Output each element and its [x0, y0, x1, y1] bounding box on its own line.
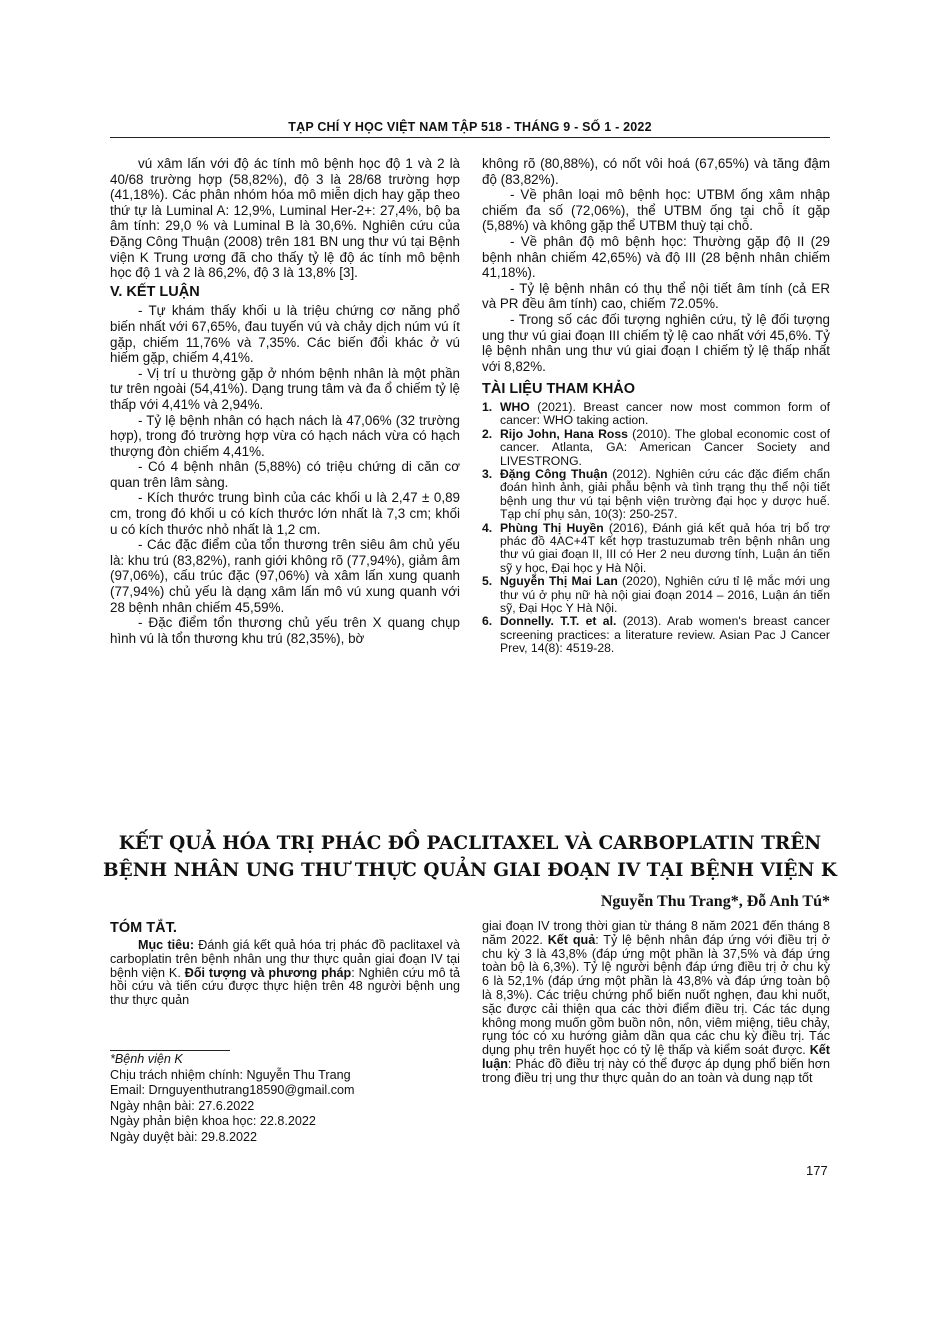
journal-header: TẠP CHÍ Y HỌC VIỆT NAM TẬP 518 - THÁNG 9 - SỐ 1 - 2022	[288, 120, 652, 134]
abstract-label: Kết luận	[482, 1043, 830, 1071]
reference-number: 6.	[482, 614, 493, 629]
abstract-text: : Phác đồ điều trị này có thể được áp dụng phổ biến hơn trong điều trị ung thư thực quản do an toàn và dung nạp tốt	[482, 1056, 830, 1085]
reference-item	[482, 401, 830, 428]
abstract-label: Đối tượng và phương pháp	[184, 965, 352, 980]
conclusion-paragraph: - Tỷ lệ bệnh nhân có hạch nách là 47,06% (32 trường hợp), trong đó trường hợp vừa có hạch nách vừa có hạch thượng đòn chiếm 4,41%.	[110, 412, 460, 459]
reference-item	[482, 468, 830, 522]
conclusion-paragraph: - Trong số các đối tượng nghiên cứu, tỷ lệ đối tượng ung thư vú giai đoạn III chiếm tỷ lệ cao nhất với 45,6%. Tỷ lệ bệnh nhân ung thư vú giai đoạn I chiếm tỷ lệ thấp nhất với 8,82%.	[482, 311, 830, 374]
reference-author: WHO	[500, 399, 530, 414]
article-title-line-2: BỆNH NHÂN UNG THƯ THỰC QUẢN GIAI ĐOẠN IV TẠI BỆNH VIỆN K	[103, 860, 837, 881]
right-column	[482, 156, 830, 656]
article-title-line-1: KẾT QUẢ HÓA TRỊ PHÁC ĐỒ PACLITAXEL VÀ CARBOPLATIN TRÊN	[118, 833, 822, 854]
reference-item	[482, 575, 830, 615]
reference-number: 5.	[482, 574, 493, 589]
header-rule	[110, 137, 830, 138]
abstract-text: : Nghiên cứu mô tả hồi cứu và tiến cứu được thực hiện trên 48 người bệnh ung thư thực quản	[110, 965, 460, 1008]
reference-author: Phùng Thị Huyền	[500, 520, 604, 535]
conclusion-paragraph: - Đặc điểm tổn thương chủ yếu trên X quang chụp hình vú là tổn thương khu trú (82,35%), bờ	[110, 615, 460, 646]
footnote-line: Email: Drnguyenthutrang18590@gmail.com	[110, 1083, 355, 1098]
reference-author: Rijo John, Hana Ross	[500, 426, 628, 441]
abstract-label: Kết quả	[547, 932, 596, 947]
reference-text: (2021). Breast cancer now most common form of cancer: WHO taking action.	[500, 399, 830, 428]
reference-text: (2013). Arab women's breast cancer screening practices: a literature review. Asian Pac J Cancer Prev, 14(8): 4519-28.	[500, 614, 830, 656]
reference-number: 1.	[482, 399, 493, 414]
reference-item	[482, 428, 830, 468]
conclusion-paragraph: - Tự khám thấy khối u là triệu chứng cơ năng phổ biến nhất với 67,65%, đau tuyến vú và chảy dịch núm vú ít gặp, chiếm 11,76% và 7,35%. Các biến đổi khác ở vú hiếm gặp, chiếm 4,41%.	[110, 303, 460, 366]
conclusion-paragraph: - Về phân loại mô bệnh học: UTBM ống xâm nhập chiếm đa số (72,06%), thể UTBM ống tại chỗ ít gặp (5,88%) và không gặp thể UTBM thuỳ tại chỗ.	[482, 187, 830, 234]
reference-text: (2010). The global economic cost of cancer. Atlanta, GA: American Cancer Society and LIVESTRONG.	[500, 426, 831, 468]
right-intro-paragraph: không rõ (80,88%), có nốt vôi hoá (67,65%) và tăng đậm độ (83,82%).	[482, 156, 830, 187]
abstract-left	[110, 920, 460, 1008]
reference-author: Nguyễn Thị Mai Lan	[500, 574, 618, 589]
footnote-line: Ngày phản biện khoa học: 22.8.2022	[110, 1114, 316, 1129]
reference-item	[482, 615, 830, 655]
abstract-left-text	[110, 939, 460, 1008]
left-intro-paragraph: vú xâm lấn với độ ác tính mô bệnh học độ 1 và 2 là 40/68 trường hợp (58,82%), độ 3 là 28/68 trường hợp (41,18%). Các phân nhóm hóa mô miễn dịch hay gặp theo thứ tự là Luminal A: 12,9%, Luminal Her-2+: 27,4%, bộ ba âm tính: 29,0 % và Luminal B là 30,6%. Nghiên cứu của Đặng Công Thuận (2008) trên 181 BN ung thư vú tại Bệnh viện K Trung ương đã cho thấy tỷ lệ độ ác tính mô bệnh học độ 1 và 2 là 86,2%, độ 3 là 13,8% [3].	[110, 156, 460, 281]
reference-text: (2012). Nghiên cứu các đặc điểm chẩn đoán hình ảnh, giải phẫu bệnh và tình trạng thụ thể nội tiết bệnh ung thư vú tại bệnh viện trường đại học y dược huế. Tạp chí phụ sản, 10(3): 250-257.	[500, 466, 831, 522]
reference-author: Đặng Công Thuận	[500, 466, 608, 481]
reference-number: 2.	[482, 426, 493, 441]
abstract-right	[482, 920, 830, 1086]
reference-text: (2020), Nghiên cứu tỉ lệ mắc mới ung thư vú ở phụ nữ hà nội giai đoạn 2014 – 2016, Luận án tiến sỹ, Đại Học Y Hà Nội.	[500, 574, 830, 615]
footnote-line: Ngày nhận bài: 27.6.2022	[110, 1098, 255, 1113]
footnote-line: Ngày duyệt bài: 29.8.2022	[110, 1129, 258, 1144]
conclusion-paragraph: - Có 4 bệnh nhân (5,88%) có triệu chứng di căn cơ quan trên lâm sàng.	[110, 459, 460, 490]
abstract-heading: TÓM TẮT.	[110, 920, 177, 936]
conclusion-paragraph: - Vị trí u thường gặp ở nhóm bệnh nhân là một phần tư trên ngoài (54,41%). Dạng trung tâm và đa ổ chiếm tỷ lệ thấp với 4,41% và 2,94%.	[110, 365, 460, 412]
conclusion-paragraph: - Về phân độ mô bệnh học: Thường gặp độ II (29 bệnh nhân chiếm 42,65%) và độ III (28 bệnh nhân chiếm 41,18%).	[482, 233, 830, 281]
conclusion-heading: V. KẾT LUẬN	[110, 283, 200, 300]
abstract-text: Đánh giá kết quả hóa trị phác đồ paclitaxel và carboplatin trên bệnh nhân ung thư thực quản giai đoạn IV tại bệnh viện K.	[110, 938, 460, 980]
reference-number: 3.	[482, 466, 493, 481]
page-number: 177	[806, 1163, 828, 1178]
conclusion-paragraph: - Tỷ lệ bệnh nhân có thụ thể nội tiết âm tính (cả ER và PR đều âm tính) cao, chiếm 72.05%.	[482, 280, 830, 312]
reference-item	[482, 522, 830, 576]
footnote	[110, 1052, 460, 1146]
abstract-text: giai đoạn IV trong thời gian từ tháng 8 năm 2021 đến tháng 8 năm 2022.	[482, 919, 830, 947]
reference-text: (2016), Đánh giá kết quả hóa trị bổ trợ phác đồ 4AC+4T kết hợp trastuzumab trên bệnh nhân ung thư vú giai đoạn II, III có Her 2 neu dương tính, Luận án tiến sỹ y học, Đại học y Hà Nội.	[500, 520, 831, 575]
conclusion-paragraph: - Kích thước trung bình của các khối u là 2,47 ± 0,89 cm, trong đó khối u có kích thước lớn nhất là 7,3 cm; khối u có kích thước nhỏ nhất là 1,2 cm.	[110, 490, 460, 537]
abstract-text: : Tỷ lệ bệnh nhân đáp ứng với điều trị ở chu kỳ 3 là 43,8% (đáp ứng một phần là 37,5% và đáp ứng toàn bộ là 6,3%). Tỷ lệ người bệnh đáp ứng điều trị ở chu kỳ 6 là 52,1% (đáp ứng một phần là 43,8% và đáp ứng toàn bộ là 8,3%). Các triệu chứng phổ biến nuốt nghẹn, đau khi nuốt, sặc được cải thiện qua các thời điểm điều trị. Các tác dụng không mong muốn gồm buồn nôn, nôn, viêm miệng, tiêu chảy, rụng tóc có xu hướng giảm dần qua các chu kỳ điều trị. Tác dụng phụ trên huyết học có tỷ lệ thấp và kiểm soát được.	[482, 932, 830, 1058]
reference-number: 4.	[482, 520, 493, 535]
footnote-line: Chịu trách nhiệm chính: Nguyễn Thu Trang	[110, 1067, 351, 1082]
reference-author: Donnelly. T.T. et al.	[500, 614, 617, 629]
article-authors: Nguyễn Thu Trang*, Đỗ Anh Tú*	[600, 893, 830, 910]
footnote-rule	[110, 1050, 230, 1051]
left-column	[110, 156, 460, 646]
footnote-affiliation: *Bệnh viện K	[110, 1052, 183, 1066]
reference-list	[482, 401, 830, 656]
references-heading: TÀI LIỆU THAM KHẢO	[482, 381, 636, 398]
abstract-label: Mục tiêu:	[138, 938, 195, 952]
conclusion-paragraph: - Các đặc điểm của tổn thương trên siêu âm chủ yếu là: khu trú (83,82%), ranh giới không rõ (77,94%), giảm âm (97,06%), cấu trúc đặc (97,06%) và xâm lấn xung quanh (77,94%) chủ yếu là dạng xâm lấn mô vú xung quanh với 28 bệnh nhân chiếm 45,59%.	[110, 537, 460, 615]
